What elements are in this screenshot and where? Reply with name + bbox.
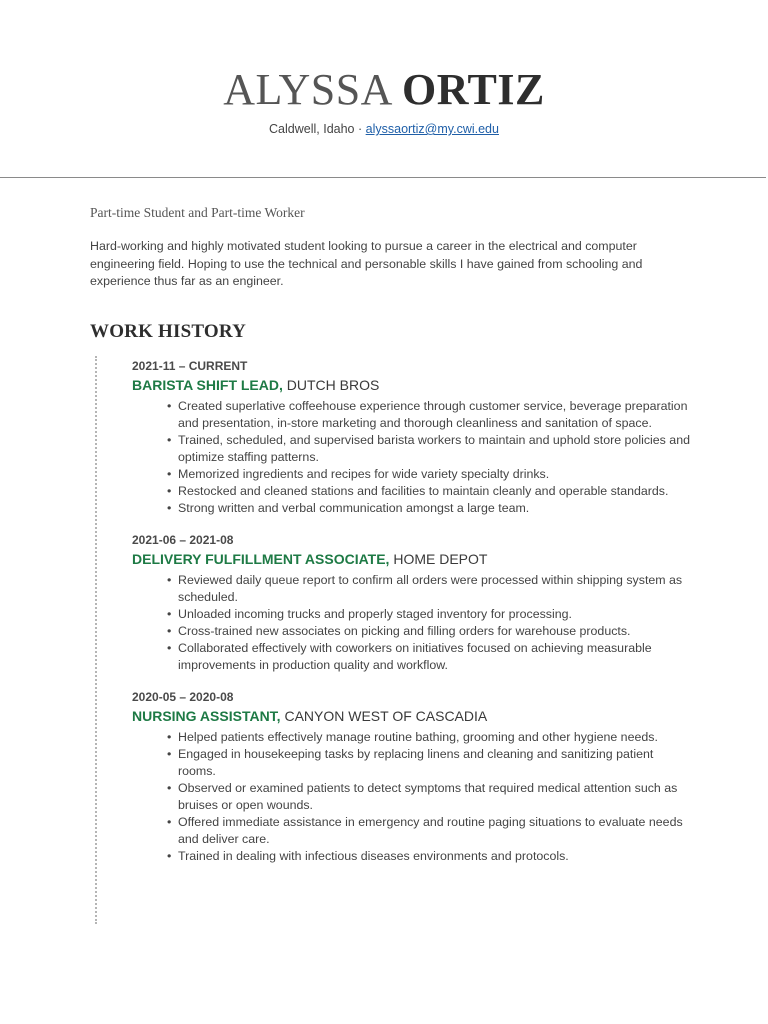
timeline-line [95, 356, 97, 924]
duty-list [132, 729, 692, 865]
job-company: DUTCH BROS [286, 377, 380, 393]
job-entry [132, 689, 692, 865]
duty-item: • Created superlative coffeehouse experience through customer service, beverage preparation and presentation, in-store marketing and thorough cleanliness and sanitation of space. [132, 398, 692, 432]
duty-list [132, 572, 692, 674]
duty-item: • Engaged in housekeeping tasks by replacing linens and cleaning and sanitizing patient rooms. [132, 746, 692, 780]
duty-item: • Strong written and verbal communication amongst a large team. [132, 500, 692, 517]
location: Caldwell, Idaho [269, 122, 355, 136]
duty-item: • Cross-trained new associates on picking and filling orders for warehouse products. [132, 623, 692, 640]
summary-text: Hard-working and highly motivated student looking to pursue a career in the electrical and computer engineering field. Hoping to use the technical and personable skills I have gained from schooling and experience thus far as an engineer. [90, 239, 643, 288]
job-title: DELIVERY FULFILLMENT ASSOCIATE, [132, 551, 390, 567]
summary-title: Part-time Student and Part-time Worker [90, 205, 305, 220]
resume-header [0, 0, 768, 136]
header-divider [0, 177, 766, 178]
job-heading [132, 375, 692, 395]
duty-item: • Restocked and cleaned stations and facilities to maintain cleanly and operable standards. [132, 483, 692, 500]
job-dates: 2021-11 – CURRENT [132, 359, 248, 373]
duty-item: • Collaborated effectively with coworkers on initiatives focused on achieving measurable improvements in production quality and workflow. [132, 640, 692, 674]
candidate-name [0, 66, 768, 114]
duty-item: • Unloaded incoming trucks and properly staged inventory for processing. [132, 606, 692, 623]
email-link[interactable]: alyssaortiz@my.cwi.edu [365, 122, 499, 136]
last-name: ORTIZ [402, 65, 545, 114]
job-title: BARISTA SHIFT LEAD, [132, 377, 283, 393]
duty-item: • Memorized ingredients and recipes for wide variety specialty drinks. [132, 466, 692, 483]
duty-item: • Trained in dealing with infectious diseases environments and protocols. [132, 848, 692, 865]
job-entry [132, 358, 692, 517]
job-company: HOME DEPOT [393, 551, 488, 567]
job-heading [132, 706, 692, 726]
duty-list [132, 398, 692, 517]
duty-item: • Reviewed daily queue report to confirm all orders were processed within shipping system as scheduled. [132, 572, 692, 606]
duty-item: • Helped patients effectively manage routine bathing, grooming and other hygiene needs. [132, 729, 692, 746]
duty-item: • Trained, scheduled, and supervised barista workers to maintain and uphold store policies and optimize staffing patterns. [132, 432, 692, 466]
job-entry [132, 532, 692, 674]
duty-item: • Offered immediate assistance in emergency and routine paging situations to evaluate needs and deliver care. [132, 814, 692, 848]
job-list [132, 358, 692, 880]
job-title: NURSING ASSISTANT, [132, 708, 281, 724]
job-company: CANYON WEST OF CASCADIA [284, 708, 488, 724]
job-dates: 2020-05 – 2020-08 [132, 690, 234, 704]
contact-separator: · [357, 122, 363, 136]
job-heading [132, 549, 692, 569]
contact-line [0, 122, 768, 136]
job-dates: 2021-06 – 2021-08 [132, 533, 234, 547]
duty-item: • Observed or examined patients to detect symptoms that required medical attention such as bruises or open wounds. [132, 780, 692, 814]
first-name: ALYSSA [223, 65, 391, 114]
work-history-heading: WORK HISTORY [90, 321, 247, 342]
